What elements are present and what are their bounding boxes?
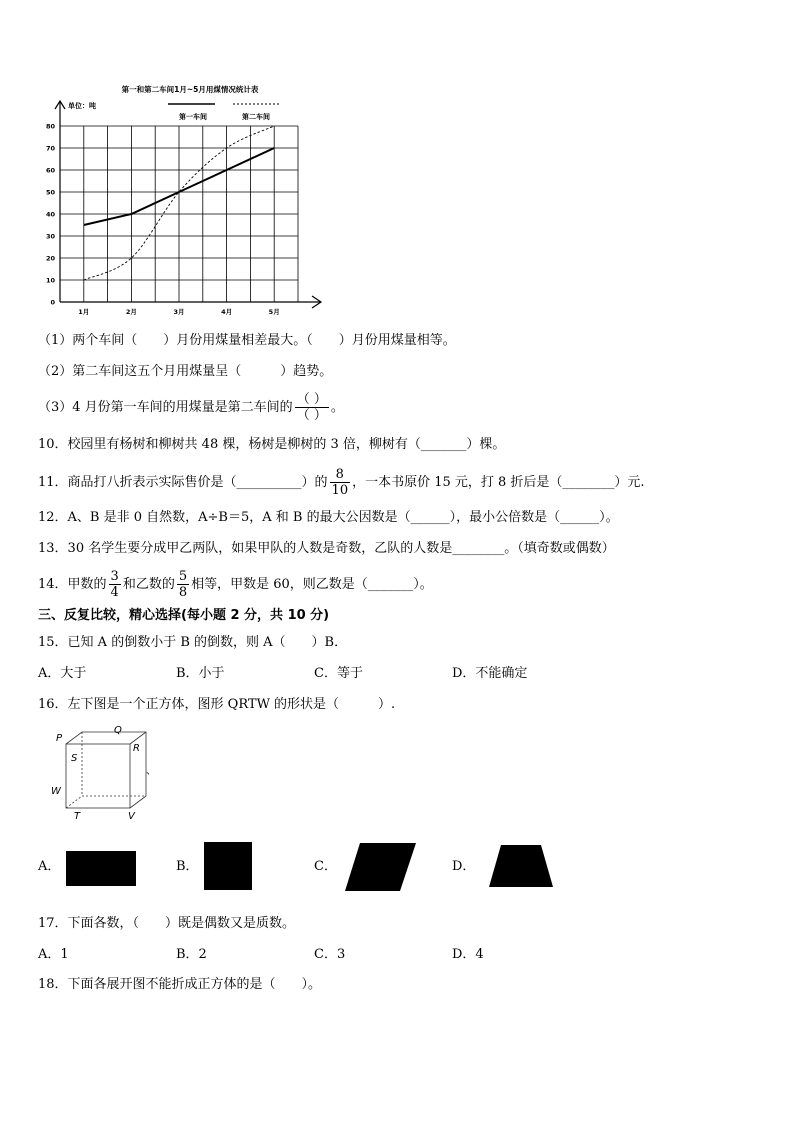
q17-option-b: B．2 bbox=[176, 947, 207, 962]
q11-frac-den: 10 bbox=[331, 483, 349, 498]
y-tick-label: 50 bbox=[45, 188, 55, 197]
q9-part3-fraction bbox=[295, 392, 329, 423]
q11-text-b: ，一本书原价 15 元，打 8 折后是（________）元. bbox=[352, 475, 645, 490]
q14-frac2-num: 5 bbox=[178, 569, 188, 584]
x-tick-label: 2月 bbox=[125, 308, 137, 316]
chart-title: 第一和第二车间1月~5月用煤情况统计表 bbox=[121, 85, 259, 94]
q14-text-b: 和乙数的 bbox=[122, 577, 175, 592]
y-tick-label: 30 bbox=[45, 232, 55, 241]
q15-option-d: D．不能确定 bbox=[452, 666, 528, 681]
y-tick-label: 0 bbox=[50, 298, 55, 307]
section-3-heading: 三、反复比较，精心选择(每小题 2 分，共 10 分) bbox=[38, 608, 330, 623]
question-13: 13．30 名学生要分成甲乙两队，如果甲队的人数是奇数，乙队的人数是________。（填奇数或偶数） bbox=[38, 541, 615, 556]
q17-option-c: C．3 bbox=[314, 947, 346, 962]
q16-option-b-square bbox=[204, 842, 252, 890]
cube-label-q: Q bbox=[114, 725, 122, 736]
cube-label-w: W bbox=[51, 786, 61, 797]
cube-label-s: S bbox=[71, 753, 78, 764]
y-tick-label: 20 bbox=[45, 254, 55, 263]
cube-side-mark: 、 bbox=[146, 766, 156, 777]
q16-option-c-label: C． bbox=[314, 859, 337, 874]
x-tick-label: 4月 bbox=[221, 308, 233, 316]
question-16: 16．左下图是一个正方体，图形 QRTW 的形状是（ ）. bbox=[38, 697, 396, 712]
chart-unit-label: 单位：吨 bbox=[68, 102, 96, 110]
q14-frac2-den: 8 bbox=[178, 585, 188, 600]
question-18: 18．下面各展开图不能折成正方体的是（ ）。 bbox=[38, 977, 322, 992]
cube-label-p: P bbox=[56, 733, 63, 744]
x-tick-label: 3月 bbox=[173, 308, 185, 316]
coal-usage-line-chart bbox=[40, 78, 340, 318]
q17-option-a: A．1 bbox=[38, 947, 69, 962]
q9-part2: （2）第二车间这五个月用煤量呈（ ）趋势。 bbox=[38, 364, 333, 379]
q14-frac1-num: 3 bbox=[110, 569, 119, 584]
question-15: 15．已知 A 的倒数小于 B 的倒数，则 A（ ）B． bbox=[38, 635, 348, 650]
legend-label-series1: 第一车间 bbox=[179, 113, 207, 121]
q15-option-a: A．大于 bbox=[38, 666, 87, 681]
q9-part1: （1）两个车间（ ）月份用煤量相差最大。（ ）月份用煤量相等。 bbox=[38, 333, 456, 348]
x-tick-label: 5月 bbox=[268, 308, 280, 316]
cube-label-t: T bbox=[74, 811, 81, 822]
q16-option-d-label: D． bbox=[452, 859, 476, 874]
question-17: 17．下面各数，（ ）既是偶数又是质数。 bbox=[38, 916, 296, 931]
question-14 bbox=[38, 569, 433, 600]
question-10: 10．校园里有杨树和柳树共 48 棵，杨树是柳树的 3 倍，柳树有（_______）棵。 bbox=[38, 437, 506, 452]
q9-frac-num: （ ） bbox=[296, 392, 327, 407]
y-tick-label: 60 bbox=[45, 166, 55, 175]
y-tick-label: 10 bbox=[45, 276, 55, 285]
q14-fraction-2 bbox=[177, 569, 189, 600]
q15-option-c: C．等于 bbox=[314, 666, 363, 681]
y-tick-label: 80 bbox=[45, 122, 55, 131]
y-tick-label: 40 bbox=[45, 210, 55, 219]
q11-text-a: 11．商品打八折表示实际售价是（__________）的 bbox=[38, 475, 328, 490]
question-12: 12．A、B 是非 0 自然数，A÷B＝5，A 和 B 的最大公因数是（______），最小公倍数是（______）。 bbox=[38, 510, 619, 525]
q16-option-a-label: A． bbox=[38, 859, 61, 874]
q15-option-b: B．小于 bbox=[176, 666, 225, 681]
legend-label-series2: 第二车间 bbox=[242, 113, 270, 121]
q9-frac-den: （ ） bbox=[296, 408, 327, 423]
x-tick-label: 1月 bbox=[78, 308, 90, 316]
q14-fraction-1 bbox=[109, 569, 121, 600]
chart-legend bbox=[168, 104, 280, 121]
q9-part3 bbox=[38, 392, 344, 423]
question-11 bbox=[38, 467, 645, 498]
q9-part3-text: （3）4 月份第一车间的用煤量是第二车间的 bbox=[38, 400, 293, 415]
q9-part3-end: 。 bbox=[330, 400, 344, 415]
q14-text-a: 14．甲数的 bbox=[38, 577, 107, 592]
q16-option-d-trapezoid bbox=[488, 844, 554, 888]
cube-label-v: V bbox=[128, 811, 135, 822]
y-tick-label: 70 bbox=[45, 144, 55, 153]
q16-option-a-rectangle bbox=[66, 851, 136, 886]
q16-option-b-label: B． bbox=[176, 859, 199, 874]
cube-label-r: R bbox=[133, 743, 140, 754]
q11-fraction bbox=[330, 467, 351, 498]
q14-text-c: 相等，甲数是 60，则乙数是（_______）。 bbox=[191, 577, 433, 592]
q14-frac1-den: 4 bbox=[110, 585, 119, 600]
q16-option-c-parallelogram bbox=[344, 842, 418, 892]
q17-option-d: D．4 bbox=[452, 947, 484, 962]
q11-frac-num: 8 bbox=[335, 467, 344, 482]
